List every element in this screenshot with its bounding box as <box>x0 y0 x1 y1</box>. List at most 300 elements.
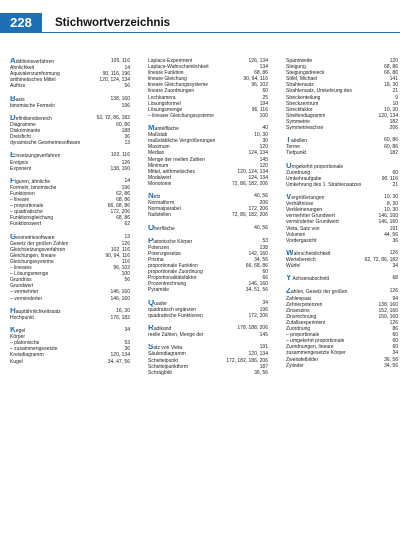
index-term-text: Äquivalenzumformung <box>10 71 60 78</box>
index-term-text: Grundwert <box>10 283 34 290</box>
index-page-refs: 172, 206 <box>110 209 130 216</box>
index-term-text: maßstäbliche Vergrößerungen <box>148 138 216 145</box>
index-page-refs: 72, 86, 182, 206 <box>231 212 268 219</box>
index-entry <box>286 194 398 201</box>
index-page-refs: 62, 72, 86, 182 <box>364 257 398 263</box>
index-page-refs: 94 <box>392 295 398 302</box>
index-entry <box>286 275 398 282</box>
index-page-refs: 187 <box>259 363 268 370</box>
index-page-refs: 96, 102 <box>113 265 130 272</box>
index-page-refs: 8, 30 <box>386 201 398 208</box>
index-term <box>10 152 60 159</box>
index-term-text: Prozentrechnung <box>148 281 187 288</box>
index-term-text: Strahlensatz <box>286 82 314 89</box>
index-page-refs: 100 <box>121 271 130 278</box>
index-page-refs: 60 <box>392 332 398 339</box>
index-term <box>286 288 348 295</box>
index-term-text: – lineares <box>10 265 32 272</box>
index-term-text: Funktionsgleichung <box>10 215 54 222</box>
index-term-text: – linearer Gleichungssysteme <box>148 112 214 119</box>
index-page-refs: 60 <box>392 169 398 176</box>
index-term-text: Stifel, Michael <box>286 76 318 83</box>
index-page-refs: 138, 160 <box>378 301 398 308</box>
index-page-refs: 90, 116 <box>381 175 398 182</box>
index-page-refs: 36 <box>124 134 130 141</box>
index-term-text: insetzungsverfahren <box>15 153 61 160</box>
index-term <box>148 125 179 132</box>
index-page-refs: 36, 56 <box>384 356 398 363</box>
index-entry <box>10 178 130 185</box>
index-initial-letter: M <box>148 125 155 133</box>
index-term <box>148 113 214 119</box>
index-page-refs: 146, 160 <box>378 213 398 220</box>
index-page-refs: 196 <box>121 102 130 109</box>
index-initial-letter: D <box>10 114 16 122</box>
index-page-refs: 182 <box>389 150 398 157</box>
index-entry <box>148 193 268 200</box>
index-entry <box>148 325 268 332</box>
index-term-text: latonische Körper <box>153 238 193 245</box>
page-number: 228 <box>0 13 42 33</box>
index-page-refs: 40, 56 <box>254 193 268 200</box>
index-page-refs: 34, 47, 56 <box>107 358 130 365</box>
index-term-text: Potenzen <box>148 244 170 251</box>
index-term-text: Nullstellen <box>148 212 172 219</box>
index-page-refs: 34 <box>262 299 268 306</box>
index-term-text: Symmetrie <box>286 118 310 125</box>
index-column-2 <box>148 58 268 376</box>
index-term-text: Streifendiagramm <box>286 112 326 119</box>
index-page-refs: 116 <box>122 259 130 265</box>
index-term-text: Zehnerpotenzen <box>286 301 323 308</box>
index-term <box>286 125 323 131</box>
index-page-refs: 120, 134 <box>110 352 130 359</box>
index-initial-letter: U <box>286 162 292 170</box>
index-term-text: Ähnlichkeit <box>10 65 35 72</box>
index-term-text: Gesetz der großen Zahlen <box>10 240 69 247</box>
index-term-text: Streckzentrum <box>286 100 319 107</box>
index-term-text: proportionale Funktion <box>148 263 198 270</box>
index-term <box>148 225 175 232</box>
index-term-text: Volumen <box>286 231 306 238</box>
index-page-refs: 21 <box>392 181 398 188</box>
index-term-text: lineare Zuordnungen <box>148 88 195 95</box>
index-page-refs: 145 <box>259 332 268 339</box>
index-page-refs: 126 <box>389 288 398 295</box>
index-term-text: adikand <box>153 326 172 333</box>
index-term-text: binomische Formeln <box>10 102 56 109</box>
index-term <box>10 315 34 321</box>
index-initial-letter: H <box>10 307 16 315</box>
index-initial-letter: K <box>10 327 16 335</box>
index-term-text: Formeln, binomische <box>10 184 57 191</box>
index-term <box>10 58 54 65</box>
index-page-refs: 44, 56 <box>384 231 398 238</box>
index-page-refs: 138, 160 <box>110 165 130 172</box>
index-page-refs: 16, 30 <box>116 307 130 314</box>
index-page-refs: 60 <box>262 269 268 276</box>
index-page-refs: 188 <box>121 128 130 135</box>
index-page-refs: 126 <box>121 240 130 247</box>
index-term <box>10 359 23 365</box>
index-term-text: Körper <box>10 334 26 341</box>
index-page-refs: 191 <box>389 225 398 232</box>
index-page-refs: 172, 206 <box>248 206 268 213</box>
index-term-text: mgekehrt proportionale <box>291 163 344 170</box>
index-term <box>286 137 307 144</box>
index-page-refs: 146, 160 <box>248 281 268 288</box>
index-page-refs: 120, 124, 134 <box>99 77 130 84</box>
index-page-refs: 100 <box>259 112 268 119</box>
index-term-text: – zusammengesetzte <box>10 346 58 353</box>
index-term-text: Vordergasicht <box>286 237 317 244</box>
index-term <box>10 296 42 302</box>
index-page-refs: 10, 30 <box>384 194 398 201</box>
index-page-refs: 146, 160 <box>110 289 130 296</box>
index-term <box>10 115 52 122</box>
index-term-text: Lochkamera <box>148 94 176 101</box>
index-term-text: Zinseszins <box>286 307 310 314</box>
index-term-text: – lineare <box>10 197 30 204</box>
index-initial-letter: R <box>148 325 154 333</box>
index-page-refs: 138 <box>259 244 268 251</box>
index-page-refs: 178, 188, 206 <box>237 325 268 332</box>
index-page-refs: 62, 72, 86, 182 <box>96 114 130 121</box>
index-term <box>286 275 329 282</box>
index-term-text: Potenzgesetze <box>148 250 182 257</box>
index-term-text: Zufallsexperiment <box>286 319 326 326</box>
index-term <box>286 182 361 188</box>
index-page-refs: 96, 116 <box>251 106 268 113</box>
index-page-refs: 191 <box>259 344 268 351</box>
index-initial-letter: V <box>286 194 292 202</box>
index-entry <box>286 288 398 295</box>
index-page-refs: 60, 86 <box>384 144 398 151</box>
index-page-refs: 90, 116, 196 <box>102 71 130 78</box>
page-header <box>0 13 400 33</box>
index-page-refs: 68, 86 <box>254 70 268 77</box>
index-term-text: dditionsverfahren <box>15 59 55 65</box>
index-term-text: Prisma <box>148 257 164 263</box>
index-term <box>286 163 343 170</box>
index-term-text: Normalform <box>148 200 175 207</box>
index-term-text: Zinsrechnung <box>286 313 317 320</box>
index-page-refs: 34 <box>392 350 398 357</box>
index-page-refs: 66, 86 <box>384 70 398 77</box>
index-page-refs: 206 <box>389 125 398 132</box>
index-term-text: Gleichsetzungsverfahren <box>10 246 66 253</box>
index-term-text: Proportionalitätsfaktor <box>148 275 197 282</box>
index-entry <box>10 234 130 241</box>
index-page-refs: 36 <box>124 346 130 353</box>
index-page-refs: 66, 68, 86 <box>107 203 130 210</box>
index-page-refs: 126, 134 <box>248 58 268 64</box>
index-entry <box>10 359 130 365</box>
index-page-refs: 126 <box>389 319 398 326</box>
index-page-refs: 146, 160 <box>110 295 130 302</box>
index-page-refs: 9 <box>395 94 398 101</box>
index-term-text: – umgekehrt proportionale <box>286 338 345 345</box>
index-term <box>148 313 203 319</box>
index-term-text: Menge der reellen Zahlen <box>148 156 205 163</box>
index-entry <box>10 115 130 122</box>
index-term <box>10 103 55 109</box>
index-page-refs: 68, 86 <box>116 215 130 222</box>
index-page-refs: 150, 160 <box>378 313 398 320</box>
index-term-text: zusammengesetzte Körper <box>286 350 346 357</box>
index-page-refs: 68 <box>392 275 398 282</box>
index-term-text: Achsenabschnitt <box>291 276 330 283</box>
index-term-text: lineare Funktion <box>148 70 184 77</box>
index-page-refs: 34, 51, 56 <box>245 287 268 294</box>
index-page-refs: 40, 56 <box>254 224 268 231</box>
index-term-text: Mittel, arithmetisches <box>148 168 195 175</box>
index-term-text: Spannweite <box>286 58 313 64</box>
index-term-text: Kugel <box>10 358 23 365</box>
index-page-refs: 36 <box>392 237 398 244</box>
index-term <box>10 178 50 185</box>
index-term-text: – verminderter <box>10 295 43 302</box>
index-page-refs: 126 <box>121 159 130 166</box>
index-page-refs: 196 <box>259 306 268 313</box>
index-term <box>148 332 204 338</box>
index-term <box>10 140 80 146</box>
index-term-text: Minimum <box>148 162 169 169</box>
index-page-refs: 120 <box>389 58 398 64</box>
index-page-refs: 172, 206 <box>248 312 268 319</box>
index-term-text: Modalwert <box>148 174 172 181</box>
index-page-refs: 102, 116 <box>110 246 130 253</box>
index-page-refs: 60 <box>262 88 268 95</box>
index-term-text: Scheitelpunkt <box>148 357 179 364</box>
index-page-refs: 34, 56 <box>254 257 268 263</box>
index-page-refs: 21 <box>392 88 398 95</box>
index-term-text: Diskriminante <box>10 128 41 135</box>
index-term-text: vermehrter Grundwert <box>286 213 335 220</box>
page-title: Stichwortverzeichnis <box>55 17 171 29</box>
index-term-text: Zweitafelbilder <box>286 356 319 363</box>
index-entry <box>286 250 398 257</box>
index-term-text: Normalparabel <box>148 206 181 213</box>
index-term <box>10 327 25 334</box>
index-page-refs: 182 <box>389 118 398 125</box>
index-page-refs: 36, 56 <box>254 369 268 376</box>
index-page-refs: 206 <box>259 200 268 207</box>
index-term <box>148 238 192 245</box>
index-entry <box>286 163 398 170</box>
index-page-refs: 10, 30 <box>384 207 398 214</box>
index-entry <box>10 96 130 103</box>
index-page-refs: 62, 86 <box>116 190 130 197</box>
index-page-refs: 66 <box>262 275 268 282</box>
index-term-text: Vieta, Satz von <box>286 225 320 232</box>
index-initial-letter: S <box>148 344 154 352</box>
index-term-text: ergrößerungen <box>291 195 325 202</box>
index-entry <box>148 125 268 132</box>
index-term <box>10 234 55 241</box>
index-term-text: – proportionale <box>286 332 320 339</box>
index-page-refs: 90, 94, 116 <box>243 76 268 83</box>
index-term-text: Zuordnung <box>286 326 311 333</box>
index-term-text: – quadratische <box>10 209 43 216</box>
index-term-text: Hochpunkt <box>10 314 34 321</box>
index-term-text: Zuordnungen, lineare <box>286 344 334 351</box>
index-term-text: asis <box>15 96 25 103</box>
index-term-text: – proportionale <box>10 203 44 210</box>
index-page-refs: 146, 160 <box>378 219 398 226</box>
index-page-refs: 53 <box>124 340 130 347</box>
index-page-refs: 14 <box>124 177 130 184</box>
index-term-text: Aufriss <box>10 83 26 90</box>
index-initial-letter: W <box>286 249 294 257</box>
index-term-text: proportionale Zuordnung <box>148 269 203 276</box>
index-page-refs: 145 <box>259 156 268 163</box>
index-term <box>286 250 331 257</box>
index-page-refs: 18, 30 <box>384 82 398 89</box>
index-page-refs: 138, 160 <box>110 95 130 102</box>
index-term-text: Funktionswert <box>10 221 42 228</box>
index-term-text: atz von Vieta <box>153 345 183 352</box>
index-term-text: ahrscheinlichkeit <box>293 250 331 257</box>
index-term-text: uader <box>154 300 168 307</box>
index-page-refs: 10, 30 <box>254 132 268 139</box>
index-term <box>148 212 171 218</box>
index-initial-letter: F <box>10 177 15 185</box>
index-page-refs: 10, 30 <box>384 106 398 113</box>
index-term <box>148 193 160 200</box>
index-entry <box>286 137 398 144</box>
index-entry <box>10 58 130 65</box>
index-page-refs: 60, 86 <box>116 121 130 128</box>
index-page-refs: 86 <box>392 326 398 333</box>
index-term-text: Säulendiagramm <box>148 351 186 358</box>
index-term <box>10 221 41 227</box>
index-page-refs: 124, 134 <box>248 174 268 181</box>
index-entry <box>148 370 268 376</box>
index-term-text: Umkehrung des 1. Strahlensatzes <box>286 181 362 188</box>
index-term-text: Strahlensatz, Umkehrung des <box>286 88 352 95</box>
index-initial-letter: G <box>10 233 17 241</box>
index-term-text: Monotonie <box>148 180 172 187</box>
index-term-text: quadratisch ergänzen <box>148 306 197 313</box>
index-term-text: Pyramide <box>148 287 170 294</box>
index-entry <box>10 308 130 315</box>
index-page-refs: 102, 116 <box>110 152 130 159</box>
index-term <box>148 181 171 187</box>
index-term-text: Gleichungen, lineare <box>10 252 56 259</box>
index-page-refs: 62 <box>124 221 130 228</box>
index-term-text: Exponent <box>10 165 32 172</box>
index-page-refs: 96, 102 <box>251 82 268 89</box>
index-page-refs: 25 <box>262 94 268 101</box>
index-term <box>10 308 61 315</box>
index-entry <box>148 238 268 245</box>
index-term <box>10 96 25 103</box>
index-column-3 <box>286 58 398 369</box>
index-term-text: Median <box>148 150 165 157</box>
index-term-text: Grundriss <box>10 277 32 284</box>
index-page-refs: 120 <box>259 162 268 169</box>
index-page-refs: 13 <box>124 233 130 240</box>
index-page-refs: 72, 86, 182, 206 <box>231 180 268 187</box>
index-term-text: Umkehraufgabe <box>286 175 322 182</box>
index-term-text: ahlen, Gesetz der großen <box>290 289 348 296</box>
index-term <box>10 166 31 172</box>
index-page-refs: 34 <box>124 327 130 334</box>
index-page-refs: 105, 116 <box>110 58 130 64</box>
index-term-text: etz <box>153 194 161 201</box>
index-term-text: Zuordnung <box>286 169 311 176</box>
index-page-refs: 30 <box>262 138 268 145</box>
index-term-text: Lösungsmenge <box>148 106 183 113</box>
index-page-refs: 60 <box>392 344 398 351</box>
index-page-refs: 13 <box>124 140 130 147</box>
index-term-text: auptähnlichkeitssatz <box>15 308 61 315</box>
index-initial-letter: A <box>10 58 16 65</box>
index-page-refs: 141 <box>389 76 398 83</box>
index-page-refs: 14 <box>124 65 130 72</box>
index-term <box>286 150 306 156</box>
index-term <box>286 194 324 201</box>
index-term <box>148 344 182 351</box>
index-term-text: Tiefpunkt <box>286 150 307 157</box>
index-page-refs: 152, 160 <box>378 307 398 314</box>
index-term-text: Symmetrieachse <box>286 125 324 132</box>
index-term-text: Würfel <box>286 263 301 270</box>
index-term <box>148 325 171 332</box>
index-page-refs: 176, 182 <box>110 314 130 321</box>
index-page-refs: 56 <box>124 277 130 284</box>
index-term <box>148 287 169 293</box>
index-term-text: Laplace-Wahrscheinlichkeit <box>148 64 209 71</box>
index-term-text: Kreisdiagramm <box>10 352 44 359</box>
index-term-text: Streckfaktor <box>286 106 313 113</box>
index-term-text: Funktionen <box>10 190 35 197</box>
index-term-text: Maßstab <box>148 132 168 139</box>
index-page-refs: 53 <box>262 237 268 244</box>
index-term-text: lineare Gleichungssysteme <box>148 82 209 89</box>
index-term-text: Wertebereich <box>286 257 316 263</box>
index-page-refs: 172, 182, 186, 206 <box>226 357 268 364</box>
index-term-text: Dreisficht <box>10 134 31 141</box>
index-term-text: Verkleinerungen <box>286 207 323 214</box>
index-page-refs: 134 <box>259 64 268 71</box>
index-term-text: Steigungsdreieck <box>286 70 325 77</box>
index-term-text: Steigung <box>286 64 306 71</box>
index-term-text: – Lösungsmenge <box>10 271 49 278</box>
index-term-text: abellen <box>290 138 308 145</box>
index-term-text: dynamische Geometriesoftware <box>10 140 81 147</box>
index-entry <box>148 344 268 351</box>
index-page-refs: 196 <box>121 184 130 191</box>
index-entry <box>10 327 130 334</box>
index-initial-letter: Z <box>286 288 291 296</box>
index-term-text: Gleichungssysteme <box>10 259 54 265</box>
index-page-refs: 120, 124, 134 <box>237 168 268 175</box>
index-initial-letter: Y <box>286 275 292 283</box>
index-term-text: Diagramme <box>10 121 36 128</box>
index-page-refs: 60 <box>392 338 398 345</box>
index-term-text: Maximum <box>148 144 170 151</box>
index-term-text: Ereignis <box>10 159 29 166</box>
index-term-text: Laplace-Experiment <box>148 58 193 64</box>
index-page-refs: 126 <box>389 249 398 256</box>
index-column-1 <box>10 58 130 365</box>
index-term-text: efinitionsbereich <box>15 115 52 122</box>
index-page-refs: 120, 134 <box>248 351 268 358</box>
index-page-refs: 60, 86 <box>384 137 398 144</box>
index-term-text: lineare Gleichung <box>148 76 187 83</box>
